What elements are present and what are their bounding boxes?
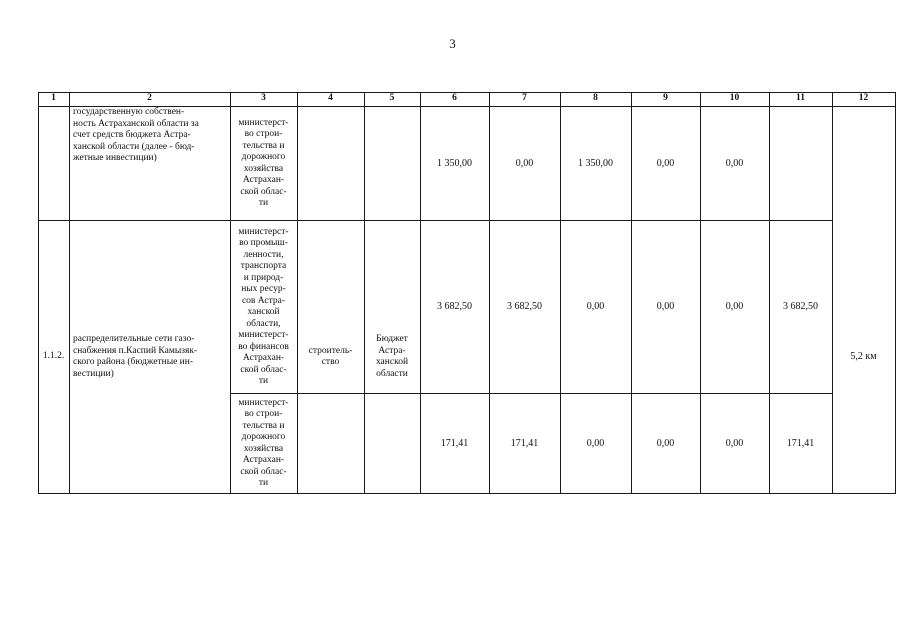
page-number: 3: [449, 36, 456, 51]
row1-executor: [230, 107, 297, 220]
header-col-3: 3: [261, 93, 266, 104]
row2-sub2-col6: 171,41: [440, 437, 469, 449]
header-col-4: 4: [328, 93, 333, 104]
row2-sub1-executor: [230, 221, 297, 393]
header-col-6: 6: [452, 93, 457, 104]
row2-sub1-executor-text: министерст- во промыш- ленности, транспорта и природ- ных ресур- сов Астра- ханской области, министерст- во финансов Астрахан- ской облас- ти: [238, 226, 289, 386]
row2-sub2-col10: 0,00: [725, 437, 744, 449]
header-col-2: 2: [147, 93, 152, 104]
header-col-9: 9: [663, 93, 668, 104]
row1-name-text: государственную собствен- ность Астраханской области за счет средств бюджета Астра- ханской области (далее - бюд- жетные инвестиции): [73, 107, 199, 163]
row1-col10: 0,00: [725, 157, 744, 169]
header-col-12: 12: [858, 93, 869, 104]
row1-name: [71, 107, 229, 220]
row2-name-text: распределительные сети газо- снабжения п.Каспий Камызяк- ского района (бюджетные ин- вестиции): [73, 334, 198, 379]
row2-source-text: Бюджет Астра- ханской области: [375, 334, 409, 379]
row1-col6: 1 350,00: [437, 157, 472, 169]
row2-sub1-col11: 3 682,50: [783, 301, 818, 313]
row2-type: [297, 221, 364, 493]
row2-sub1-col9: 0,00: [656, 301, 675, 313]
col-border: [69, 92, 70, 494]
row2-name: [71, 221, 229, 493]
program-table: [38, 92, 896, 494]
row2-type-text: строитель- ство: [308, 345, 353, 367]
row2-code: 1.1.2.: [42, 351, 65, 362]
col-border: [895, 92, 896, 494]
header-col-11: 11: [796, 93, 805, 104]
row2-sub2-col8: 0,00: [586, 437, 605, 449]
row2-unit: 5,2 км: [850, 351, 877, 363]
row2-source: [364, 221, 420, 493]
row2-sub1-col7: 3 682,50: [507, 301, 542, 313]
table-border-bottom: [38, 493, 896, 494]
row2-sub1-col6: 3 682,50: [437, 301, 472, 313]
row1-executor-text: министерст- во строи- тельства и дорожного хозяйства Астрахан- ской облас- ти: [238, 117, 289, 208]
row2-sub2-executor: [230, 394, 297, 493]
row1-col8: 1 350,00: [578, 157, 613, 169]
row1-col7: 0,00: [515, 157, 534, 169]
row2-sub2-col9: 0,00: [656, 437, 675, 449]
header-col-1: 1: [51, 93, 56, 104]
row2-sub2-col11: 171,41: [786, 437, 815, 449]
row2-sub2-col7: 171,41: [510, 437, 539, 449]
row2-sub1-col8: 0,00: [586, 301, 605, 313]
header-col-8: 8: [593, 93, 598, 104]
header-col-5: 5: [389, 93, 395, 104]
header-col-10: 10: [729, 93, 740, 104]
header-col-7: 7: [522, 93, 527, 104]
row2-sub1-col10: 0,00: [725, 301, 744, 313]
row1-col9: 0,00: [656, 157, 675, 169]
row2-sub2-executor-text: министерст- во строи- тельства и дорожного хозяйства Астрахан- ской облас- ти: [238, 397, 289, 488]
